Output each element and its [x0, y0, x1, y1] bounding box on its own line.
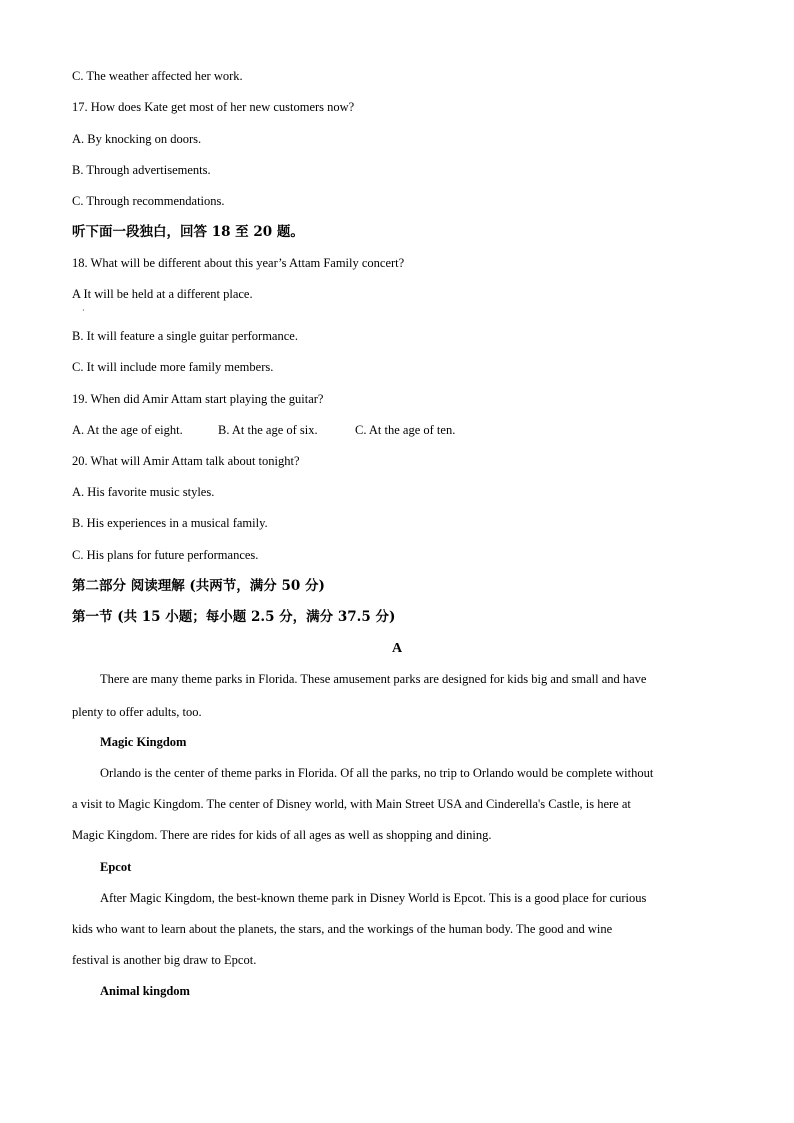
paragraph-2-line-1: Orlando is the center of theme parks in Florida. Of all the parks, no trip to Orlando would be complete without: [100, 766, 654, 780]
option-17b: B. Through advertisements.: [72, 163, 211, 177]
paragraph-1-line-1: There are many theme parks in Florida. These amusement parks are designed for kids big and small and have: [100, 672, 647, 686]
question-20: 20. What will Amir Attam talk about tonight?: [72, 454, 300, 468]
option-19c: C. At the age of ten.: [355, 423, 456, 437]
paragraph-2-line-3: Magic Kingdom. There are rides for kids of all ages as well as shopping and dining.: [72, 828, 492, 842]
option-18a: A It will be held at a different place.: [72, 287, 253, 301]
heading-epcot: Epcot: [100, 860, 132, 874]
option-20a: A. His favorite music styles.: [72, 485, 215, 499]
option-18b: B. It will feature a single guitar performance.: [72, 329, 298, 343]
section-instruction: 听下面一段独白，回答 18 至 20 题。: [72, 224, 304, 240]
part-heading: 第二部分 阅读理解 (共两节，满分 50 分): [72, 578, 325, 594]
heading-animal-kingdom: Animal kingdom: [100, 984, 190, 998]
option-20c: C. His plans for future performances.: [72, 548, 259, 562]
question-17: 17. How does Kate get most of her new customers now?: [72, 100, 355, 114]
stray-dot: ·: [82, 306, 85, 315]
paragraph-2-line-2: a visit to Magic Kingdom. The center of Disney world, with Main Street USA and Cinderella's Castle, is here at: [72, 797, 631, 811]
heading-magic-kingdom: Magic Kingdom: [100, 735, 187, 749]
option-20b: B. His experiences in a musical family.: [72, 516, 268, 530]
option-16c: C. The weather affected her work.: [72, 69, 243, 83]
paragraph-1-line-2: plenty to offer adults, too.: [72, 705, 202, 719]
paragraph-3-line-1: After Magic Kingdom, the best-known theme park in Disney World is Epcot. This is a good place for curious: [100, 891, 647, 905]
section-heading: 第一节 (共 15 小题；每小题 2.5 分，满分 37.5 分): [72, 609, 396, 625]
passage-label: A: [391, 641, 403, 656]
option-19b: B. At the age of six.: [218, 423, 318, 437]
option-17a: A. By knocking on doors.: [72, 132, 202, 146]
paragraph-3-line-2: kids who want to learn about the planets, the stars, and the workings of the human body. The good and wine: [72, 922, 613, 936]
option-18c: C. It will include more family members.: [72, 360, 274, 374]
option-17c: C. Through recommendations.: [72, 194, 225, 208]
question-19: 19. When did Amir Attam start playing the guitar?: [72, 392, 324, 406]
question-18: 18. What will be different about this year’s Attam Family concert?: [72, 256, 405, 270]
paragraph-3-line-3: festival is another big draw to Epcot.: [72, 953, 257, 967]
option-19a: A. At the age of eight.: [72, 423, 183, 437]
